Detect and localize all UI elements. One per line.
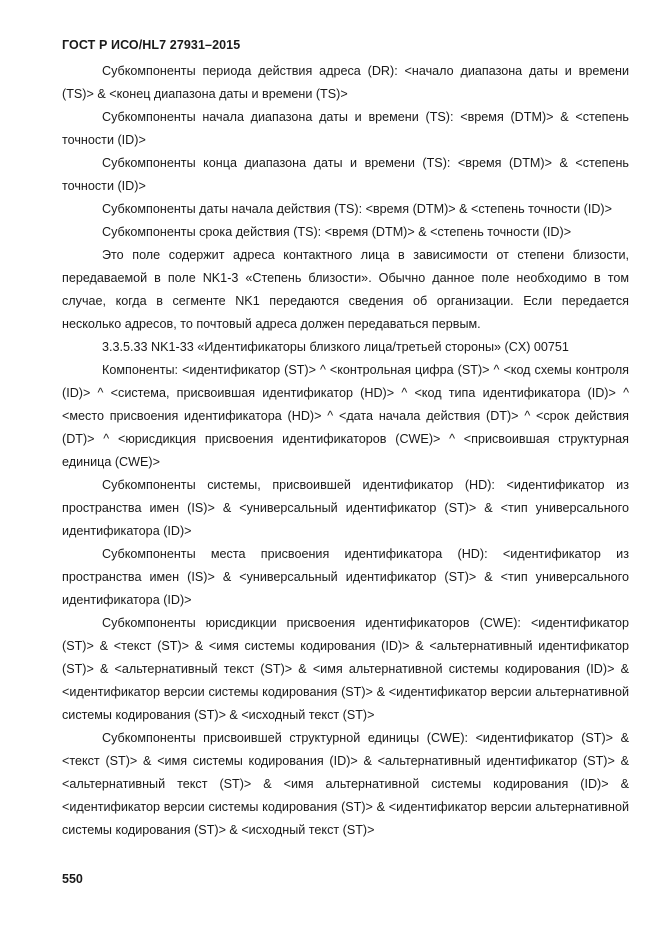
section-heading-nk1-33: 3.3.5.33 NK1-33 «Идентификаторы близкого лица/третьей стороны» (CX) 00751 — [102, 340, 569, 354]
paragraph-effective-date: Субкомпоненты даты начала действия (TS): <время (DTM)> & <степень точности (ID)> — [102, 202, 612, 216]
paragraph-assigning-authority: Субкомпоненты системы, присвоившей идентификатор (HD): <идентификатор из пространства имен (IS)> & <универсальный идентификатор (ST)> & <тип универсального идентификатора (ID)> — [62, 478, 629, 538]
paragraph-expiration-date: Субкомпоненты срока действия (TS): <время (DTM)> & <степень точности (ID)> — [102, 225, 572, 239]
paragraph-address-validity-period: Субкомпоненты периода действия адреса (DR): <начало диапазона даты и времени (TS)> & <конец диапазона даты и времени (TS)> — [62, 64, 629, 101]
page-number: 550 — [62, 872, 83, 886]
paragraph-assigning-facility: Субкомпоненты места присвоения идентификатора (HD): <идентификатор из пространства имен (IS)> & <универсальный идентификатор (ST)> & <тип универсального идентификатора (ID)> — [62, 547, 629, 607]
document-body — [62, 60, 629, 842]
paragraph-range-end: Субкомпоненты конца диапазона даты и времени (TS): <время (DTM)> & <степень точности (ID)> — [62, 156, 629, 193]
paragraph-components: Компоненты: <идентификатор (ST)> ^ <контрольная цифра (ST)> ^ <код схемы контроля (ID)> ^ <система, присвоившая идентификатор (HD)> ^ <код типа идентификатора (ID)> ^ <место присвоения идентификатора (HD)> ^ <дата начала действия (DT)> ^ <срок действия (DT)> ^ <юрисдикция присвоения идентификаторов (CWE)> ^ <присвоившая структурная единица (CWE)> — [62, 363, 629, 469]
paragraph-field-description: Это поле содержит адреса контактного лица в зависимости от степени близости, передаваемой в поле NK1-3 «Степень близости». Обычно данное поле необходимо в том случае, когда в сегменте NK1 передаются сведения об организации. Если передается несколько адресов, то почтовый адреса должен передаваться первым. — [62, 248, 629, 331]
paragraph-assigning-jurisdiction: Субкомпоненты юрисдикции присвоения идентификаторов (CWE): <идентификатор (ST)> & <текст (ST)> & <имя системы кодирования (ID)> & <альтернативный идентификатор (ST)> & <альтернативный текст (ST)> & <имя альтернативной системы кодирования (ID)> & <идентификатор версии системы кодирования (ST)> & <идентификатор версии альтернативной системы кодирования (ST)> & <исходный текст (ST)> — [62, 616, 629, 722]
page-header-title: ГОСТ Р ИСО/HL7 27931–2015 — [62, 38, 241, 52]
paragraph-range-start: Субкомпоненты начала диапазона даты и времени (TS): <время (DTM)> & <степень точности (ID)> — [62, 110, 629, 147]
paragraph-assigning-agency: Субкомпоненты присвоившей структурной единицы (CWE): <идентификатор (ST)> & <текст (ST)> & <имя системы кодирования (ID)> & <альтернативный идентификатор (ST)> & <альтернативный текст (ST)> & <имя альтернативной системы кодирования (ID)> & <идентификатор версии системы кодирования (ST)> & <идентификатор версии альтернативной системы кодирования (ST)> & <исходный текст (ST)> — [62, 731, 629, 837]
